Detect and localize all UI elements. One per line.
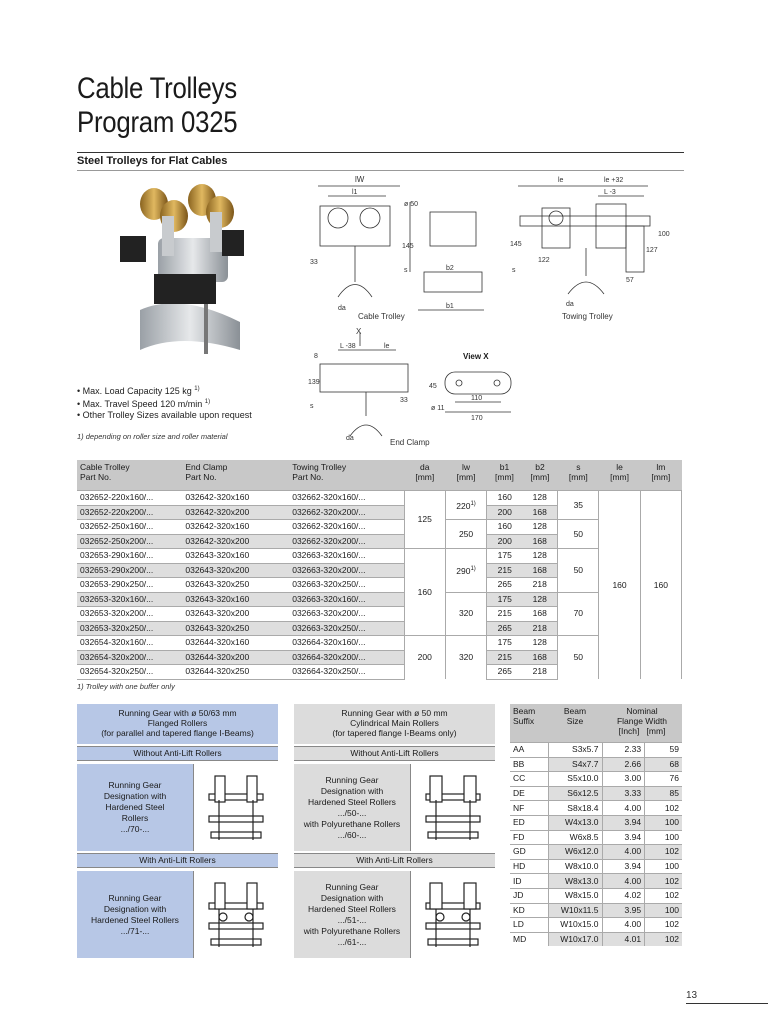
roller-shape [328,208,348,228]
feature-speed: • Max. Travel Speed 120 m/min $^{1)}$ [77,399,211,409]
beam-mm-cell: 68 [645,757,682,772]
buffer-left-shape [120,236,146,262]
table-row: 032652-220x160/... 032642-320x160 032662-320x160/... 125 220$^{1)}$ 160 128 35 160 160 [77,491,682,506]
dim-110: 110 [471,395,483,402]
end-clamp-drawing [300,324,420,442]
col-le: le [mm] [599,460,640,491]
dim-le: le [558,177,564,184]
end-clamp-label: End Clamp [390,438,430,447]
cable-trolley-drawing [300,172,500,322]
hole-shape [456,380,462,386]
gear-option-51-61 [294,871,495,958]
roller-shape [360,208,380,228]
beam-mm-cell: 102 [645,874,682,889]
beam-size-cell: S4x7.7 [548,757,602,772]
beam-suffix-cell: NF [510,801,548,816]
beam-suffix-cell: AA [510,743,548,758]
table-row [510,932,682,946]
part-number-table [77,460,682,680]
cable-saddle-shape [140,303,240,350]
table-row [510,786,682,801]
dim-s: s [404,267,408,274]
table-header-row [77,460,682,491]
with-anti-lift-heading: With Anti-Lift Rollers [77,853,278,868]
dim-d11: ø 11 [431,405,445,412]
beam-size-cell: W6x8.5 [548,830,602,845]
beam-size-cell: W10x15.0 [548,918,602,933]
trolley-photo [110,182,250,360]
dim-lw: lW [355,175,365,184]
table-row [510,801,682,816]
col-nominal-flange: Nominal Flange Width [Inch] [mm] [602,704,682,743]
gear-option-50-60 [294,764,495,851]
beam-mm-cell: 102 [645,801,682,816]
table-row: 032653-320x200/... 032643-320x200 032663-320x200/... 215 168 [77,607,682,622]
page-title [77,72,237,140]
dim-le: le [384,343,390,350]
without-anti-lift-heading: Without Anti-Lift Rollers [77,746,278,761]
title-line-2: Program 0325 [77,106,238,139]
trolley-side-shape [542,208,570,248]
page-number: 13 [686,990,698,1001]
table-row [510,874,682,889]
dim-33: 33 [400,397,408,404]
beam-inch-cell: 4.01 [602,932,645,946]
dim-l38: L -38 [340,343,356,350]
bracket-shape [162,216,174,256]
table-row: 032653-290x160/... 032643-320x160 032663-320x160/... 160 290$^{1)}$ 175 128 50 [77,549,682,564]
beam-inch-cell: 4.02 [602,888,645,903]
beam-inch-cell: 3.33 [602,786,645,801]
buffer-right-shape [222,230,244,256]
beam-inch-cell: 3.95 [602,903,645,918]
without-anti-lift-heading: Without Anti-Lift Rollers [294,746,495,761]
running-gear-icon [201,770,271,846]
view-x-label: View X [463,352,489,361]
table-header-row [510,704,682,743]
dim-s: s [310,403,314,410]
beam-inch-cell: 3.00 [602,772,645,787]
beam-size-cell: W6x12.0 [548,845,602,860]
towing-arm-shape [520,216,650,226]
table-row: 032654-320x160/... 032644-320x160 032664-320x160/... 200 320 175 128 50 [77,636,682,651]
beam-size-cell: W4x13.0 [548,815,602,830]
col-s: s [mm] [558,460,599,491]
dim-33: 33 [310,259,318,266]
feature-sizes: • Other Trolley Sizes available upon request [77,410,252,420]
col-beam-size: Beam Size [548,704,602,743]
dim-b2: b2 [446,265,454,272]
dim-b1: b1 [446,303,454,310]
dim-s: s [512,267,516,274]
table-row [510,888,682,903]
gear-option-71 [77,871,278,958]
table-row [510,757,682,772]
beam-suffix-cell: ID [510,874,548,889]
table-row: 032653-290x200/... 032643-320x200 032663-320x200/... 215 168 [77,563,682,578]
clamp-front-shape [424,272,482,292]
clamp-plate-shape [320,364,408,392]
beam-size-cell: S6x12.5 [548,786,602,801]
features-footnote: 1) depending on roller size and roller material [77,432,228,441]
beam-suffix-cell: LD [510,918,548,933]
beam-suffix-cell: GD [510,845,548,860]
title-rule [77,152,684,153]
panel-heading: Running Gear with ø 50/63 mm Flanged Rollers (for parallel and tapered flange I-Beams) [77,704,278,744]
dim-d50: ø 50 [404,201,419,208]
dim-139: 139 [308,379,320,386]
dim-57: 57 [626,277,634,284]
dim-45: 45 [429,383,437,390]
running-gear-flanged-panel [77,704,278,958]
gear-option-text: Running Gear Designation with Hardened Steel Rollers .../51-... with Polyurethane Rollers .../61-... [294,871,410,958]
table-row [510,743,682,758]
dim-da: da [566,301,574,308]
beam-suffix-cell: CC [510,772,548,787]
beam-size-cell: W8x10.0 [548,859,602,874]
beam-size-cell: S5x10.0 [548,772,602,787]
running-gear-anti-lift-icon [418,877,488,953]
cable-saddle-shape [338,285,372,298]
table-row: 032654-320x250/... 032644-320x250 032664-320x250/... 265 218 [77,665,682,680]
hole-shape [494,380,500,386]
col-end-clamp: End Clamp Part No. [182,460,289,491]
gear-option-text: Running Gear Designation with Hardened Steel Rollers .../50-... with Polyurethane Rollers .../60-... [294,764,410,851]
beam-inch-cell: 3.94 [602,815,645,830]
cable-saddle-shape [350,425,382,436]
beam-suffix-cell: DE [510,786,548,801]
table-row [510,903,682,918]
dim-da: da [346,435,354,442]
trolley-front-shape [430,212,476,246]
running-gear-figure [410,764,495,851]
beam-suffix-cell: BB [510,757,548,772]
col-lw: lw [mm] [445,460,486,491]
beam-mm-cell: 102 [645,918,682,933]
roller-shape [549,211,563,225]
beam-suffix-cell: MD [510,932,548,946]
beam-inch-cell: 4.00 [602,918,645,933]
col-towing-trolley: Towing Trolley Part No. [289,460,404,491]
beam-suffix-cell: JD [510,888,548,903]
plate-shape [445,372,511,394]
col-b2: b2 [mm] [522,460,558,491]
bracket-shape [210,212,222,252]
dim-100: 100 [658,231,670,238]
beam-suffix-cell: FD [510,830,548,845]
beam-mm-cell: 100 [645,859,682,874]
bolt-shape [204,302,208,354]
table-row [510,815,682,830]
gear-option-text: Running Gear Designation with Hardened Steel Rollers .../70-... [77,764,193,851]
running-gear-icon [418,770,488,846]
page-number-rule [686,1003,768,1004]
beam-mm-cell: 100 [645,903,682,918]
view-x-drawing [425,366,525,422]
running-gear-figure [193,764,278,851]
beam-size-table [510,704,682,946]
table-row [510,845,682,860]
beam-mm-cell: 85 [645,786,682,801]
beam-inch-cell: 3.94 [602,859,645,874]
panel-heading: Running Gear with ø 50 mm Cylindrical Main Rollers (for tapered flange I-Beams only) [294,704,495,744]
feature-load: • Max. Load Capacity 125 kg $^{1)}$ [77,386,200,396]
running-gear-anti-lift-icon [201,877,271,953]
clamp-shape [154,274,216,304]
table-row [510,830,682,845]
tow-plate-shape [626,226,644,272]
beam-inch-cell: 4.00 [602,845,645,860]
beam-size-cell: W10x11.5 [548,903,602,918]
beam-suffix-cell: KD [510,903,548,918]
title-line-1: Cable Trolleys [77,72,237,105]
beam-mm-cell: 102 [645,845,682,860]
gear-option-text: Running Gear Designation with Hardened Steel Rollers .../71-... [77,871,193,958]
dim-127: 127 [646,247,658,254]
dim-da: da [338,305,346,312]
col-beam-suffix: Beam Suffix [510,704,548,743]
col-lm: lm [mm] [640,460,681,491]
table-row [510,772,682,787]
table-row: 032654-320x200/... 032644-320x200 032664-320x200/... 215 168 [77,650,682,665]
towing-trolley-drawing [508,172,683,312]
beam-inch-cell: 2.33 [602,743,645,758]
beam-mm-cell: 102 [645,888,682,903]
beam-mm-cell: 100 [645,815,682,830]
beam-mm-cell: 102 [645,932,682,946]
section-subtitle: Steel Trolleys for Flat Cables [77,155,228,167]
beam-size-cell: W8x15.0 [548,888,602,903]
table-row: 032652-220x200/... 032642-320x200 032662-320x200/... 200 168 [77,505,682,520]
beam-size-cell: W8x13.0 [548,874,602,889]
table-row: 032653-290x250/... 032643-320x250 032663-320x250/... 265 218 [77,578,682,593]
towing-trolley-label: Towing Trolley [562,312,613,321]
beam-size-cell: S3x5.7 [548,743,602,758]
col-da: da [mm] [404,460,445,491]
table-row: 032653-320x250/... 032643-320x250 032663-320x250/... 265 218 [77,621,682,636]
cable-trolley-label: Cable Trolley [358,312,405,321]
dim-8: 8 [314,353,318,360]
dim-l3: L -3 [604,189,616,196]
table-row [510,859,682,874]
beam-inch-cell: 4.00 [602,801,645,816]
dim-170: 170 [471,415,483,422]
col-b1: b1 [mm] [487,460,523,491]
running-gear-cylindrical-panel [294,704,495,958]
beam-suffix-cell: HD [510,859,548,874]
table-row: 032653-320x160/... 032643-320x160 032663-320x160/... 320 175 128 70 [77,592,682,607]
table-footnote: 1) Trolley with one buffer only [77,682,175,691]
running-gear-figure [193,871,278,958]
table-row: 032652-250x200/... 032642-320x200 032662-320x200/... 200 168 [77,534,682,549]
beam-inch-cell: 2.66 [602,757,645,772]
beam-mm-cell: 100 [645,830,682,845]
beam-mm-cell: 76 [645,772,682,787]
dim-le32: le +32 [604,177,624,184]
gear-option-70 [77,764,278,851]
beam-inch-cell: 4.00 [602,874,645,889]
table-row: 032652-250x160/... 032642-320x160 032662-320x160/... 250 160 128 50 [77,520,682,535]
beam-suffix-cell: ED [510,815,548,830]
dim-x: X [356,327,362,336]
feature-list [77,384,252,421]
col-cable-trolley: Cable Trolley Part No. [77,460,182,491]
beam-size-cell: S8x18.4 [548,801,602,816]
dim-l1: l1 [352,189,358,196]
dim-145: 145 [510,241,522,248]
cable-saddle-shape [568,282,604,294]
dim-122: 122 [538,257,550,264]
beam-inch-cell: 3.94 [602,830,645,845]
running-gear-figure [410,871,495,958]
dim-145: 145 [402,243,414,250]
with-anti-lift-heading: With Anti-Lift Rollers [294,853,495,868]
table-row [510,918,682,933]
beam-mm-cell: 59 [645,743,682,758]
subtitle-rule [77,170,684,171]
beam-size-cell: W10x17.0 [548,932,602,946]
